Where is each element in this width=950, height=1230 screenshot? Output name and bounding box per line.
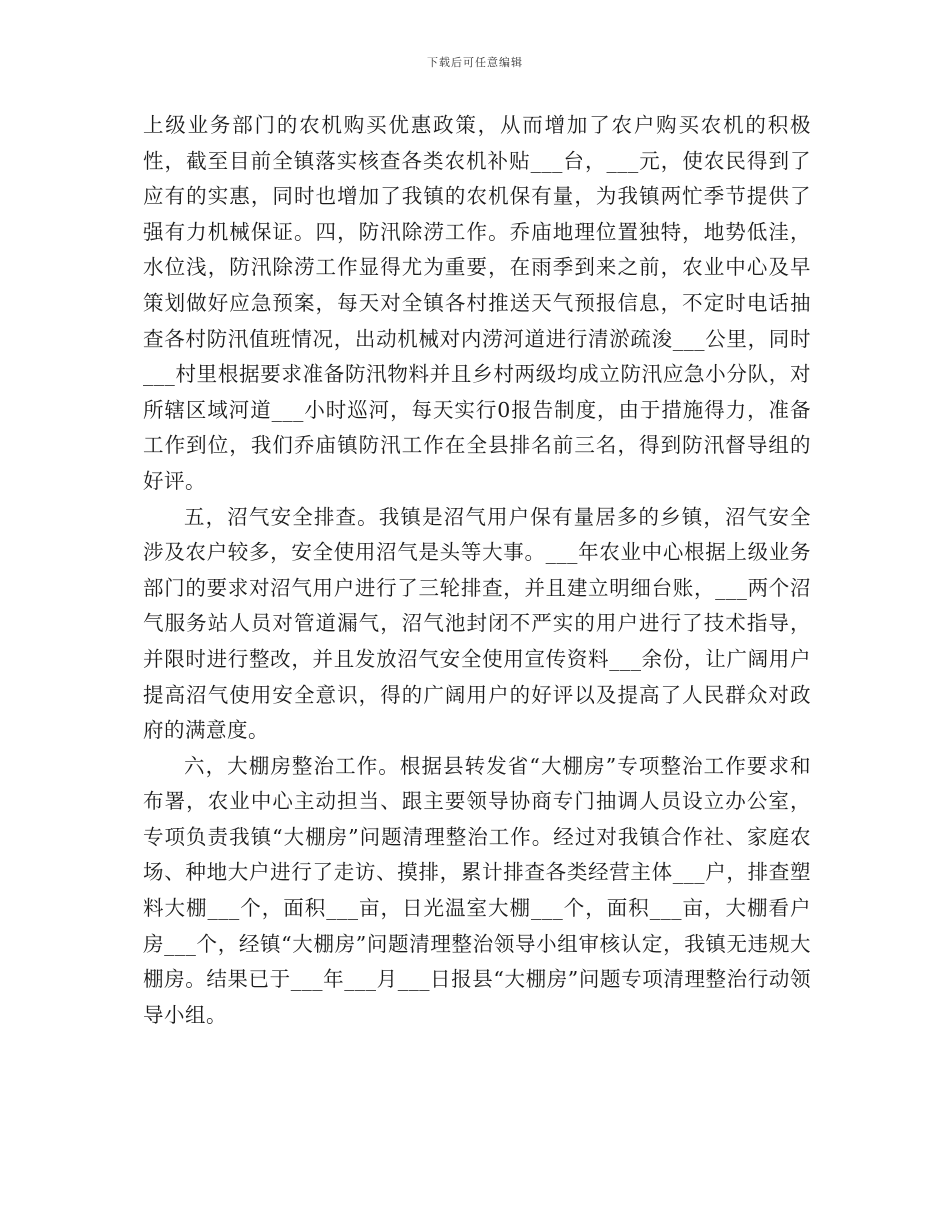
page-header-note: 下载后可任意编辑 — [427, 56, 523, 69]
paragraph-greenhouse-rectification: 六，大棚房整治工作。根据县转发省“大棚房”专项整治工作要求和布署，农业中心主动担当、跟主要领导协商专门抽调人员设立办公室，专项负责我镇“大棚房”问题清理整治工作。经过对我镇合作社、家庭农场、种地大户进行了走访、摸排，累计排查各类经营主体___户，排查塑料大棚___个，面积___亩，日光温室大棚___个，面积___亩，大棚看户房___个，经镇“大棚房”问题清理整治领导小组审核认定，我镇无违规大棚房。结果已于___年___月___日报县“大棚房”问题专项清理整治行动领导小组。 — [143, 753, 811, 1027]
document-body — [143, 108, 811, 1033]
paragraph-biogas-safety: 五，沼气安全排查。我镇是沼气用户保有量居多的乡镇，沼气安全涉及农户较多，安全使用沼气是头等大事。___年农业中心根据上级业务部门的要求对沼气用户进行了三轮排查，并且建立明细台账，___两个沼气服务站人员对管道漏气，沼气池封闭不严实的用户进行了技术指导，并限时进行整改，并且发放沼气安全使用宣传资料___余份，让广阔用户提高沼气使用安全意识，得的广阔用户的好评以及提高了人民群众对政府的满意度。 — [143, 504, 811, 743]
paragraph-agri-machinery-flood: 上级业务部门的农机购买优惠政策，从而增加了农户购买农机的积极性，截至目前全镇落实核查各类农机补贴___台，___元，使农民得到了应有的实惠，同时也增加了我镇的农机保有量，为我镇两忙季节提供了强有力机械保证。四，防汛除涝工作。乔庙地理位置独特，地势低洼，水位浅，防汛除涝工作显得尤为重要，在雨季到来之前，农业中心及早策划做好应急预案，每天对全镇各村推送天气预报信息，不定时电话抽查各村防汛值班情况，出动机械对内涝河道进行清淤疏浚___公里，同时___村里根据要求准备防汛物料并且乡村两级均成立防汛应急小分队，对所辖区域河道___小时巡河，每天实行0报告制度，由于措施得力，准备工作到位，我们乔庙镇防汛工作在全县排名前三名，得到防汛督导组的好评。 — [143, 113, 811, 493]
